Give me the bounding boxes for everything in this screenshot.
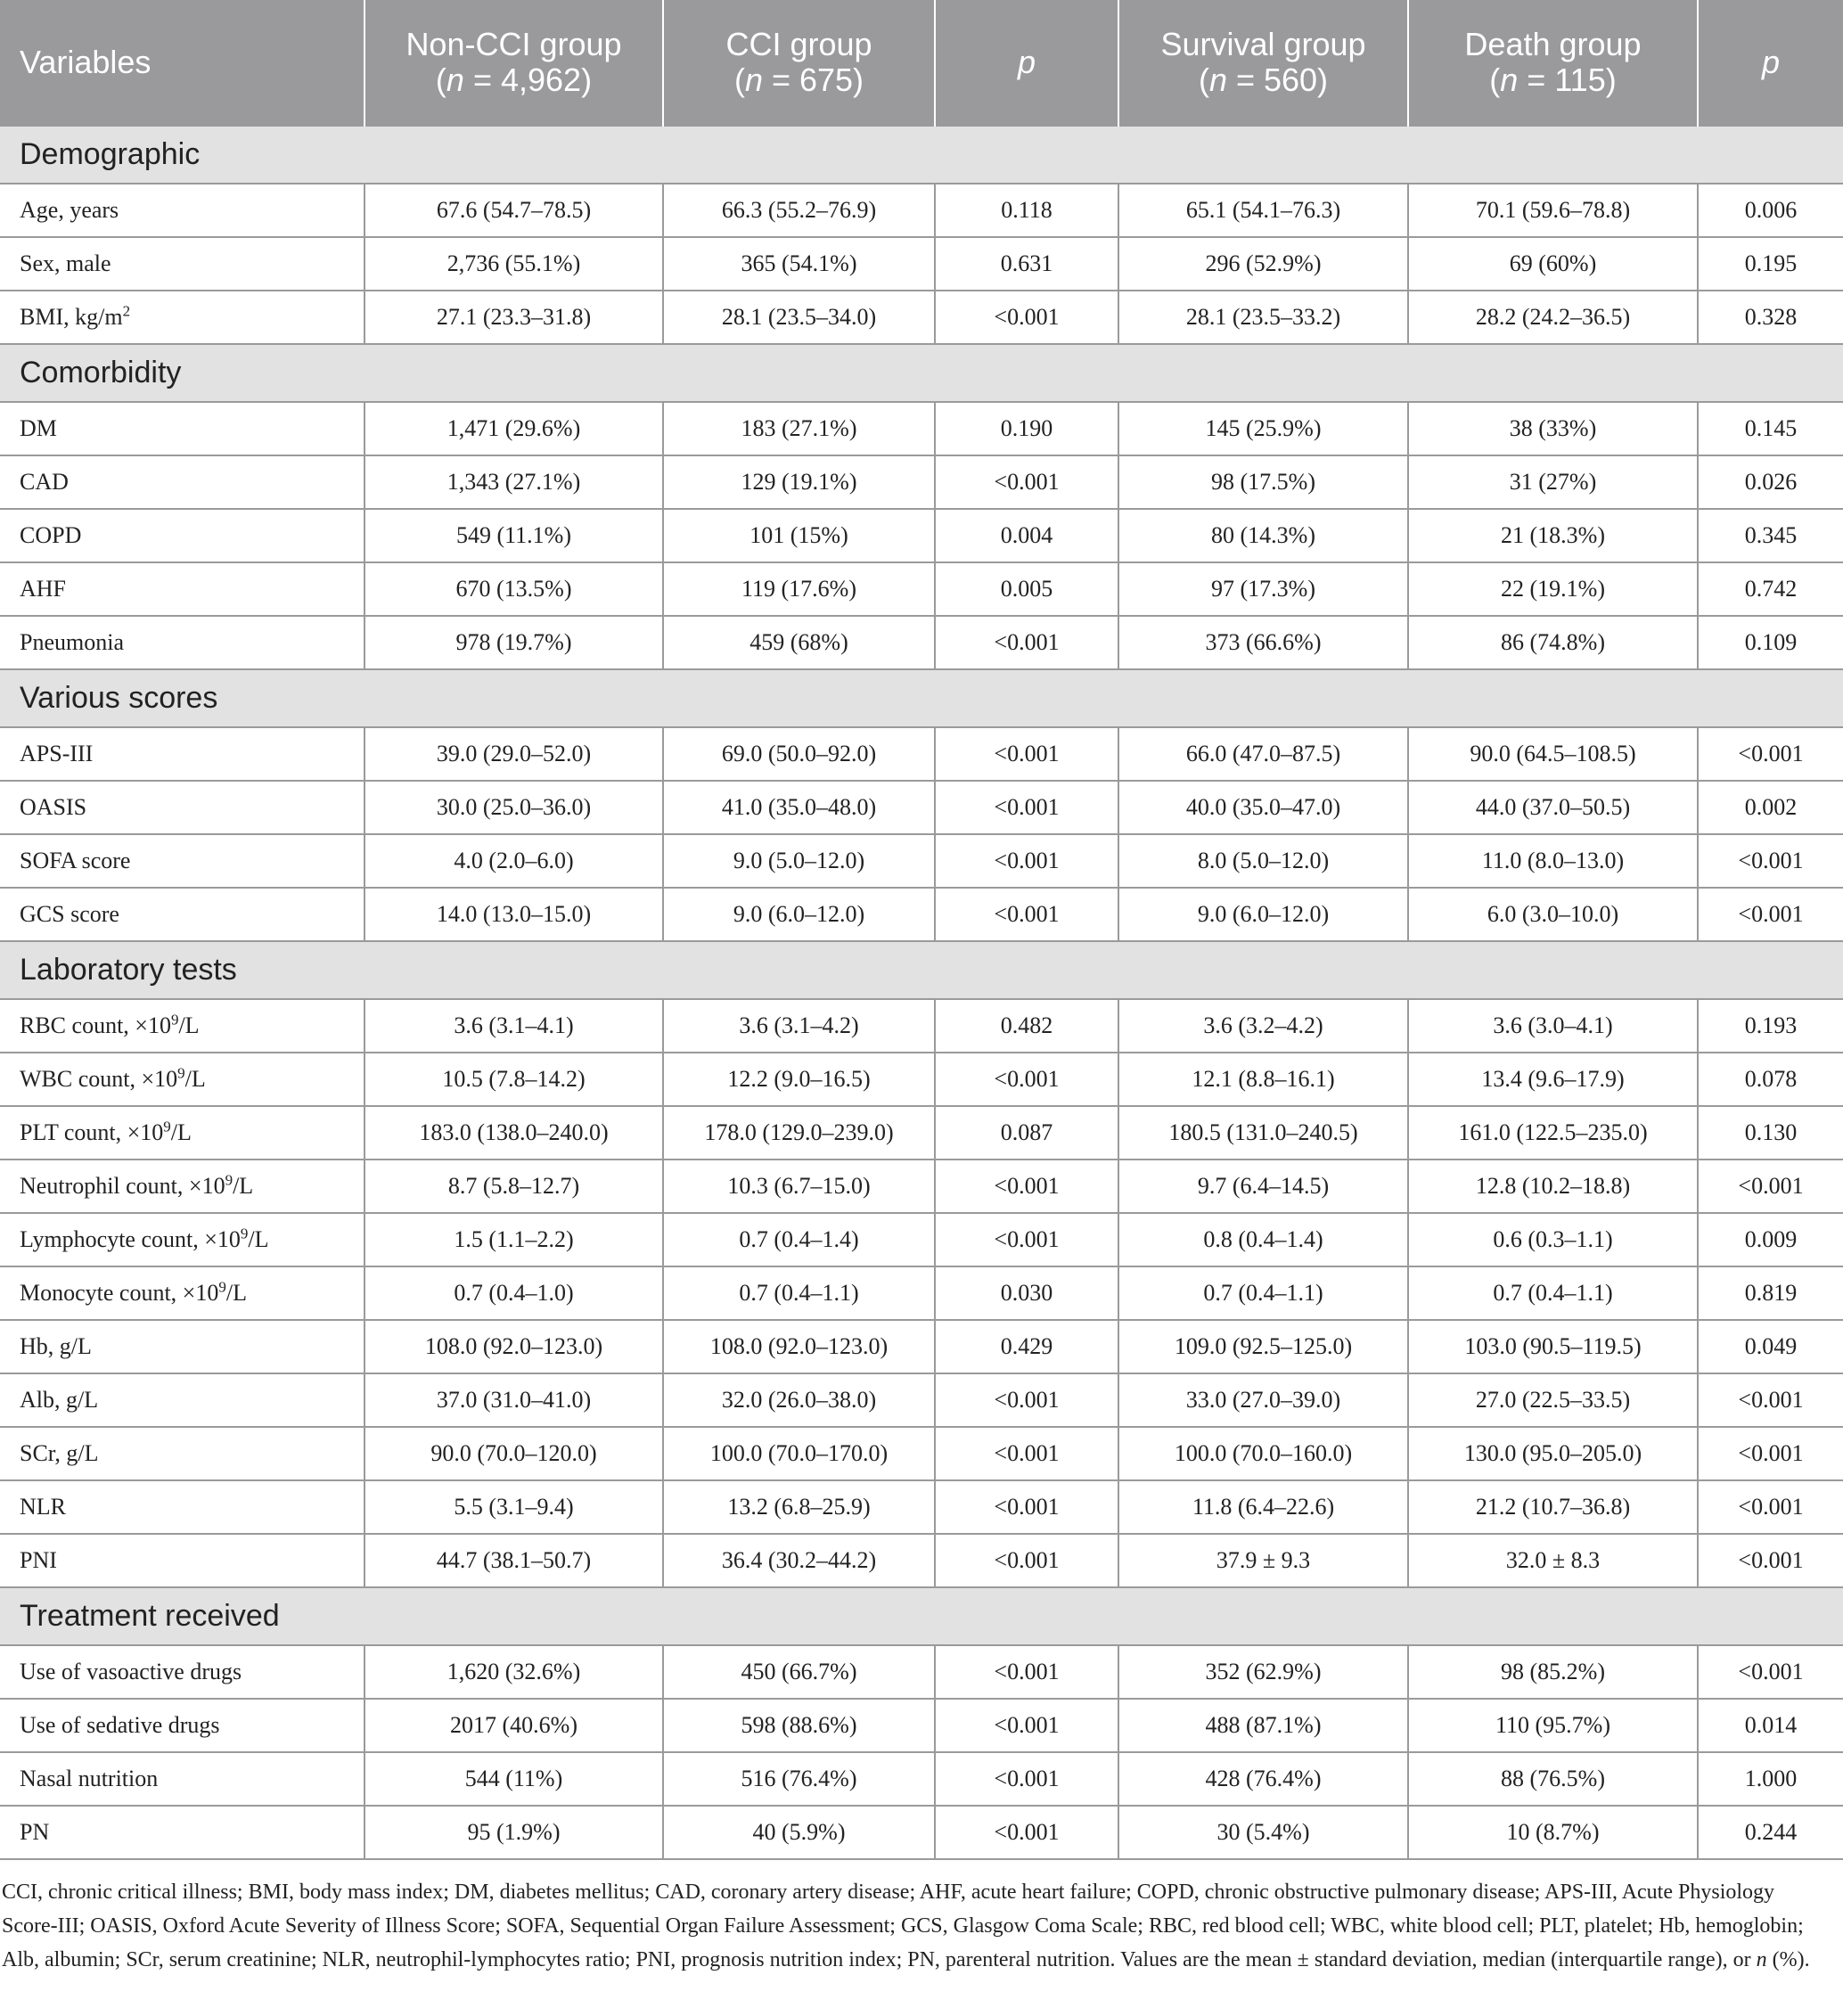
p-value-outcome: 0.742 xyxy=(1698,562,1843,616)
p-value-outcome: 0.193 xyxy=(1698,999,1843,1053)
death-value: 86 (74.8%) xyxy=(1408,616,1698,669)
variable-cell: BMI, $kg/m^2$ xyxy=(0,291,365,344)
variable-cell: Hb, g/L xyxy=(0,1320,365,1373)
p-value-cohort: <0.001 xyxy=(935,1053,1118,1106)
death-value: 10 (8.7%) xyxy=(1408,1806,1698,1859)
variable-cell: Neutrophil count, $\times 10^9/L$ xyxy=(0,1160,365,1213)
p-value-outcome: 0.002 xyxy=(1698,781,1843,834)
cci-value: 12.2 (9.0–16.5) xyxy=(663,1053,935,1106)
p-value-outcome: <0.001 xyxy=(1698,888,1843,941)
cci-value: 459 (68%) xyxy=(663,616,935,669)
variable-cell: PNI xyxy=(0,1534,365,1587)
p-value-cohort: <0.001 xyxy=(935,1427,1118,1480)
cci-value: 9.0 (5.0–12.0) xyxy=(663,834,935,888)
death-value: 31 (27%) xyxy=(1408,455,1698,509)
p-value-cohort: <0.001 xyxy=(935,1213,1118,1266)
non-cci-value: 30.0 (25.0–36.0) xyxy=(365,781,663,834)
footnote-italic-n: n xyxy=(1756,1948,1767,1971)
section-title: Treatment received xyxy=(0,1587,1843,1645)
non-cci-value: 5.5 (3.1–9.4) xyxy=(365,1480,663,1534)
non-cci-value: 670 (13.5%) xyxy=(365,562,663,616)
header-p-value-2: p xyxy=(1698,0,1843,126)
non-cci-value: 3.6 (3.1–4.1) xyxy=(365,999,663,1053)
variable-cell: Use of vasoactive drugs xyxy=(0,1645,365,1699)
p-value-cohort: <0.001 xyxy=(935,1480,1118,1534)
death-value: 69 (60%) xyxy=(1408,237,1698,291)
header-non-cci-group: Non-CCI group (n = 4,962) xyxy=(365,0,663,126)
p-value-outcome: 0.195 xyxy=(1698,237,1843,291)
p-value-outcome: <0.001 xyxy=(1698,1373,1843,1427)
unit-superscript: 9 xyxy=(225,1171,233,1189)
death-value: 90.0 (64.5–108.5) xyxy=(1408,727,1698,781)
p-value-cohort: 0.190 xyxy=(935,402,1118,455)
non-cci-value: 95 (1.9%) xyxy=(365,1806,663,1859)
non-cci-value: 90.0 (70.0–120.0) xyxy=(365,1427,663,1480)
cci-value: 36.4 (30.2–44.2) xyxy=(663,1534,935,1587)
death-value: 11.0 (8.0–13.0) xyxy=(1408,834,1698,888)
cci-value: 28.1 (23.5–34.0) xyxy=(663,291,935,344)
variable-cell: NLR xyxy=(0,1480,365,1534)
death-value: 38 (33%) xyxy=(1408,402,1698,455)
non-cci-value: 183.0 (138.0–240.0) xyxy=(365,1106,663,1160)
cci-value: 10.3 (6.7–15.0) xyxy=(663,1160,935,1213)
survival-value: 180.5 (131.0–240.5) xyxy=(1118,1106,1408,1160)
p-value-outcome: <0.001 xyxy=(1698,1480,1843,1534)
table-row xyxy=(0,1645,1843,1699)
variable-cell: RBC count, $\times 10^9/L$ xyxy=(0,999,365,1053)
variable-cell: APS-III xyxy=(0,727,365,781)
table-row xyxy=(0,1480,1843,1534)
survival-value: 98 (17.5%) xyxy=(1118,455,1408,509)
p-value-outcome: 0.244 xyxy=(1698,1806,1843,1859)
survival-value: 145 (25.9%) xyxy=(1118,402,1408,455)
p-value-outcome: 0.009 xyxy=(1698,1213,1843,1266)
survival-value: 12.1 (8.8–16.1) xyxy=(1118,1053,1408,1106)
unit-suffix: /L xyxy=(170,1119,192,1145)
table-row xyxy=(0,1806,1843,1859)
non-cci-value: 4.0 (2.0–6.0) xyxy=(365,834,663,888)
cci-value: 0.7 (0.4–1.4) xyxy=(663,1213,935,1266)
section-title: Comorbidity xyxy=(0,344,1843,402)
death-value: 28.2 (24.2–36.5) xyxy=(1408,291,1698,344)
section-title: Various scores xyxy=(0,669,1843,727)
survival-value: 9.7 (6.4–14.5) xyxy=(1118,1160,1408,1213)
p-value-cohort: 0.087 xyxy=(935,1106,1118,1160)
variable-cell: AHF xyxy=(0,562,365,616)
non-cci-value: 10.5 (7.8–14.2) xyxy=(365,1053,663,1106)
variable-cell: Alb, g/L xyxy=(0,1373,365,1427)
survival-value: 428 (76.4%) xyxy=(1118,1752,1408,1806)
death-value: 6.0 (3.0–10.0) xyxy=(1408,888,1698,941)
section-comorbidity xyxy=(0,344,1843,402)
death-value: 130.0 (95.0–205.0) xyxy=(1408,1427,1698,1480)
header-death-group: Death group (n = 115) xyxy=(1408,0,1698,126)
p-value-cohort: <0.001 xyxy=(935,1534,1118,1587)
cci-value: 178.0 (129.0–239.0) xyxy=(663,1106,935,1160)
death-value: 0.7 (0.4–1.1) xyxy=(1408,1266,1698,1320)
variable-cell: GCS score xyxy=(0,888,365,941)
variable-cell: Lymphocyte count, $\times 10^9/L$ xyxy=(0,1213,365,1266)
p-value-outcome: 0.006 xyxy=(1698,184,1843,237)
p-value-outcome: 0.026 xyxy=(1698,455,1843,509)
header-variables: Variables xyxy=(0,0,365,126)
survival-value: 66.0 (47.0–87.5) xyxy=(1118,727,1408,781)
unit-superscript: 9 xyxy=(218,1278,226,1296)
section-demographic xyxy=(0,126,1843,184)
unit-superscript: 9 xyxy=(240,1225,249,1242)
non-cci-value: 1.5 (1.1–2.2) xyxy=(365,1213,663,1266)
unit-suffix: /L xyxy=(233,1173,254,1199)
cci-value: 129 (19.1%) xyxy=(663,455,935,509)
p-value-outcome: 0.109 xyxy=(1698,616,1843,669)
table-row xyxy=(0,1106,1843,1160)
death-value: 21 (18.3%) xyxy=(1408,509,1698,562)
table-footnote xyxy=(0,1875,1820,1977)
variable-cell: PLT count, $\times 10^9/L$ xyxy=(0,1106,365,1160)
variable-cell: PN xyxy=(0,1806,365,1859)
p-value-cohort: <0.001 xyxy=(935,781,1118,834)
cci-value: 119 (17.6%) xyxy=(663,562,935,616)
death-value: 32.0 ± 8.3 xyxy=(1408,1534,1698,1587)
variable-cell: WBC count, $\times 10^9/L$ xyxy=(0,1053,365,1106)
variable-cell: COPD xyxy=(0,509,365,562)
unit-suffix: /L xyxy=(184,1066,206,1092)
death-value: 3.6 (3.0–4.1) xyxy=(1408,999,1698,1053)
table-row xyxy=(0,184,1843,237)
p-value-cohort: <0.001 xyxy=(935,1160,1118,1213)
survival-value: 65.1 (54.1–76.3) xyxy=(1118,184,1408,237)
variable-cell: Nasal nutrition xyxy=(0,1752,365,1806)
p-value-cohort: 0.118 xyxy=(935,184,1118,237)
variable-cell: Sex, male xyxy=(0,237,365,291)
non-cci-value: 544 (11%) xyxy=(365,1752,663,1806)
table-row xyxy=(0,291,1843,344)
variable-cell: Use of sedative drugs xyxy=(0,1699,365,1752)
cci-value: 598 (88.6%) xyxy=(663,1699,935,1752)
variable-cell: Pneumonia xyxy=(0,616,365,669)
survival-value: 0.7 (0.4–1.1) xyxy=(1118,1266,1408,1320)
non-cci-value: 44.7 (38.1–50.7) xyxy=(365,1534,663,1587)
variable-cell: Monocyte count, $\times 10^9/L$ xyxy=(0,1266,365,1320)
unit-suffix: /L xyxy=(225,1280,247,1306)
table-row xyxy=(0,1752,1843,1806)
survival-value: 8.0 (5.0–12.0) xyxy=(1118,834,1408,888)
survival-value: 488 (87.1%) xyxy=(1118,1699,1408,1752)
death-value: 70.1 (59.6–78.8) xyxy=(1408,184,1698,237)
table-row xyxy=(0,999,1843,1053)
table-row xyxy=(0,562,1843,616)
p-value-outcome: <0.001 xyxy=(1698,834,1843,888)
survival-value: 11.8 (6.4–22.6) xyxy=(1118,1480,1408,1534)
survival-value: 30 (5.4%) xyxy=(1118,1806,1408,1859)
unit-superscript: 2 xyxy=(122,302,131,320)
variable-cell: SOFA score xyxy=(0,834,365,888)
cci-value: 183 (27.1%) xyxy=(663,402,935,455)
header-cci-group: CCI group (n = 675) xyxy=(663,0,935,126)
non-cci-value: 2,736 (55.1%) xyxy=(365,237,663,291)
table-row xyxy=(0,1320,1843,1373)
variable-cell: CAD xyxy=(0,455,365,509)
p-value-outcome: 1.000 xyxy=(1698,1752,1843,1806)
section-laboratory-tests xyxy=(0,941,1843,999)
p-value-cohort: <0.001 xyxy=(935,888,1118,941)
cci-value: 450 (66.7%) xyxy=(663,1645,935,1699)
p-value-outcome: <0.001 xyxy=(1698,1645,1843,1699)
non-cci-value: 39.0 (29.0–52.0) xyxy=(365,727,663,781)
survival-value: 33.0 (27.0–39.0) xyxy=(1118,1373,1408,1427)
p-value-outcome: <0.001 xyxy=(1698,1160,1843,1213)
non-cci-value: 27.1 (23.3–31.8) xyxy=(365,291,663,344)
header-p-value-1: p xyxy=(935,0,1118,126)
death-value: 0.6 (0.3–1.1) xyxy=(1408,1213,1698,1266)
death-value: 103.0 (90.5–119.5) xyxy=(1408,1320,1698,1373)
p-value-outcome: 0.078 xyxy=(1698,1053,1843,1106)
variable-cell: DM xyxy=(0,402,365,455)
survival-value: 40.0 (35.0–47.0) xyxy=(1118,781,1408,834)
survival-value: 0.8 (0.4–1.4) xyxy=(1118,1213,1408,1266)
non-cci-value: 37.0 (31.0–41.0) xyxy=(365,1373,663,1427)
p-value-outcome: 0.014 xyxy=(1698,1699,1843,1752)
survival-value: 28.1 (23.5–33.2) xyxy=(1118,291,1408,344)
table-row xyxy=(0,237,1843,291)
survival-value: 37.9 ± 9.3 xyxy=(1118,1534,1408,1587)
unit-superscript: 9 xyxy=(163,1118,171,1135)
table-row xyxy=(0,1053,1843,1106)
death-value: 27.0 (22.5–33.5) xyxy=(1408,1373,1698,1427)
cci-value: 9.0 (6.0–12.0) xyxy=(663,888,935,941)
p-value-outcome: 0.145 xyxy=(1698,402,1843,455)
p-value-cohort: <0.001 xyxy=(935,1699,1118,1752)
p-value-cohort: 0.429 xyxy=(935,1320,1118,1373)
cci-value: 69.0 (50.0–92.0) xyxy=(663,727,935,781)
table-row xyxy=(0,834,1843,888)
cci-value: 13.2 (6.8–25.9) xyxy=(663,1480,935,1534)
cci-value: 3.6 (3.1–4.2) xyxy=(663,999,935,1053)
survival-value: 373 (66.6%) xyxy=(1118,616,1408,669)
table-row xyxy=(0,1699,1843,1752)
variable-cell: OASIS xyxy=(0,781,365,834)
non-cci-value: 8.7 (5.8–12.7) xyxy=(365,1160,663,1213)
table-row xyxy=(0,781,1843,834)
cci-value: 516 (76.4%) xyxy=(663,1752,935,1806)
p-value-cohort: <0.001 xyxy=(935,616,1118,669)
survival-value: 3.6 (3.2–4.2) xyxy=(1118,999,1408,1053)
cci-value: 66.3 (55.2–76.9) xyxy=(663,184,935,237)
table-row xyxy=(0,455,1843,509)
p-value-cohort: 0.631 xyxy=(935,237,1118,291)
death-value: 110 (95.7%) xyxy=(1408,1699,1698,1752)
unit-suffix: /L xyxy=(248,1226,269,1252)
non-cci-value: 1,620 (32.6%) xyxy=(365,1645,663,1699)
table-row xyxy=(0,616,1843,669)
table-row xyxy=(0,509,1843,562)
p-value-cohort: <0.001 xyxy=(935,291,1118,344)
table-row xyxy=(0,1534,1843,1587)
death-value: 88 (76.5%) xyxy=(1408,1752,1698,1806)
p-value-cohort: 0.482 xyxy=(935,999,1118,1053)
p-value-outcome: 0.049 xyxy=(1698,1320,1843,1373)
non-cci-value: 2017 (40.6%) xyxy=(365,1699,663,1752)
death-value: 22 (19.1%) xyxy=(1408,562,1698,616)
death-value: 98 (85.2%) xyxy=(1408,1645,1698,1699)
p-value-cohort: 0.030 xyxy=(935,1266,1118,1320)
p-value-cohort: <0.001 xyxy=(935,455,1118,509)
non-cci-value: 549 (11.1%) xyxy=(365,509,663,562)
table-row xyxy=(0,1266,1843,1320)
p-value-cohort: <0.001 xyxy=(935,1645,1118,1699)
death-value: 13.4 (9.6–17.9) xyxy=(1408,1053,1698,1106)
table-row xyxy=(0,888,1843,941)
survival-value: 296 (52.9%) xyxy=(1118,237,1408,291)
table-row xyxy=(0,1373,1843,1427)
p-value-cohort: 0.004 xyxy=(935,509,1118,562)
p-value-outcome: <0.001 xyxy=(1698,1534,1843,1587)
table-row xyxy=(0,727,1843,781)
p-value-outcome: <0.001 xyxy=(1698,1427,1843,1480)
header-row xyxy=(0,0,1843,126)
cci-value: 100.0 (70.0–170.0) xyxy=(663,1427,935,1480)
p-value-cohort: 0.005 xyxy=(935,562,1118,616)
cci-value: 32.0 (26.0–38.0) xyxy=(663,1373,935,1427)
non-cci-value: 67.6 (54.7–78.5) xyxy=(365,184,663,237)
p-value-cohort: <0.001 xyxy=(935,834,1118,888)
death-value: 21.2 (10.7–36.8) xyxy=(1408,1480,1698,1534)
non-cci-value: 108.0 (92.0–123.0) xyxy=(365,1320,663,1373)
section-treatment-received xyxy=(0,1587,1843,1645)
non-cci-value: 0.7 (0.4–1.0) xyxy=(365,1266,663,1320)
survival-value: 80 (14.3%) xyxy=(1118,509,1408,562)
variable-cell: Age, years xyxy=(0,184,365,237)
variable-cell: SCr, g/L xyxy=(0,1427,365,1480)
death-value: 12.8 (10.2–18.8) xyxy=(1408,1160,1698,1213)
non-cci-value: 14.0 (13.0–15.0) xyxy=(365,888,663,941)
cci-value: 0.7 (0.4–1.1) xyxy=(663,1266,935,1320)
cci-value: 108.0 (92.0–123.0) xyxy=(663,1320,935,1373)
death-value: 44.0 (37.0–50.5) xyxy=(1408,781,1698,834)
p-value-outcome: 0.345 xyxy=(1698,509,1843,562)
table-row xyxy=(0,1213,1843,1266)
survival-value: 100.0 (70.0–160.0) xyxy=(1118,1427,1408,1480)
cci-value: 41.0 (35.0–48.0) xyxy=(663,781,935,834)
p-value-cohort: <0.001 xyxy=(935,1373,1118,1427)
p-value-outcome: 0.130 xyxy=(1698,1106,1843,1160)
unit-suffix: /L xyxy=(178,1012,200,1038)
survival-value: 109.0 (92.5–125.0) xyxy=(1118,1320,1408,1373)
unit-superscript: 9 xyxy=(177,1064,185,1082)
footnote-text: CCI, chronic critical illness; BMI, body mass index; DM, diabetes mellitus; CAD, coronary artery disease; AHF, acute heart failure; COPD, chronic obstructive pulmonary disease; APS-III, Acute Physiology Score-III; OASIS, Oxford Acute Severity of Illness Score; SOFA, Sequential Organ Failure Assessment; GCS, Glasgow Coma Scale; RBC, red blood cell; WBC, white blood cell; PLT, platelet; Hb, hemoglobin; Alb, albumin; SCr, serum creatinine; NLR, neutrophil-lymphocytes ratio; PNI, prognosis nutrition index; PN, parenteral nutrition. Values are the mean ± standard deviation, median (interquartile range), or xyxy=(2,1881,1804,1971)
footnote-end: (%). xyxy=(1766,1948,1810,1971)
cci-value: 365 (54.1%) xyxy=(663,237,935,291)
p-value-cohort: <0.001 xyxy=(935,727,1118,781)
survival-value: 352 (62.9%) xyxy=(1118,1645,1408,1699)
death-value: 161.0 (122.5–235.0) xyxy=(1408,1106,1698,1160)
survival-value: 97 (17.3%) xyxy=(1118,562,1408,616)
table-row xyxy=(0,1160,1843,1213)
p-value-outcome: <0.001 xyxy=(1698,727,1843,781)
header-survival-group: Survival group (n = 560) xyxy=(1118,0,1408,126)
non-cci-value: 978 (19.7%) xyxy=(365,616,663,669)
cci-value: 40 (5.9%) xyxy=(663,1806,935,1859)
p-value-cohort: <0.001 xyxy=(935,1806,1118,1859)
section-title: Laboratory tests xyxy=(0,941,1843,999)
non-cci-value: 1,471 (29.6%) xyxy=(365,402,663,455)
non-cci-value: 1,343 (27.1%) xyxy=(365,455,663,509)
section-various-scores xyxy=(0,669,1843,727)
cci-value: 101 (15%) xyxy=(663,509,935,562)
table-row xyxy=(0,1427,1843,1480)
unit-superscript: 9 xyxy=(170,1011,179,1028)
table-row xyxy=(0,402,1843,455)
section-title: Demographic xyxy=(0,126,1843,184)
survival-value: 9.0 (6.0–12.0) xyxy=(1118,888,1408,941)
p-value-outcome: 0.328 xyxy=(1698,291,1843,344)
p-value-outcome: 0.819 xyxy=(1698,1266,1843,1320)
p-value-cohort: <0.001 xyxy=(935,1752,1118,1806)
